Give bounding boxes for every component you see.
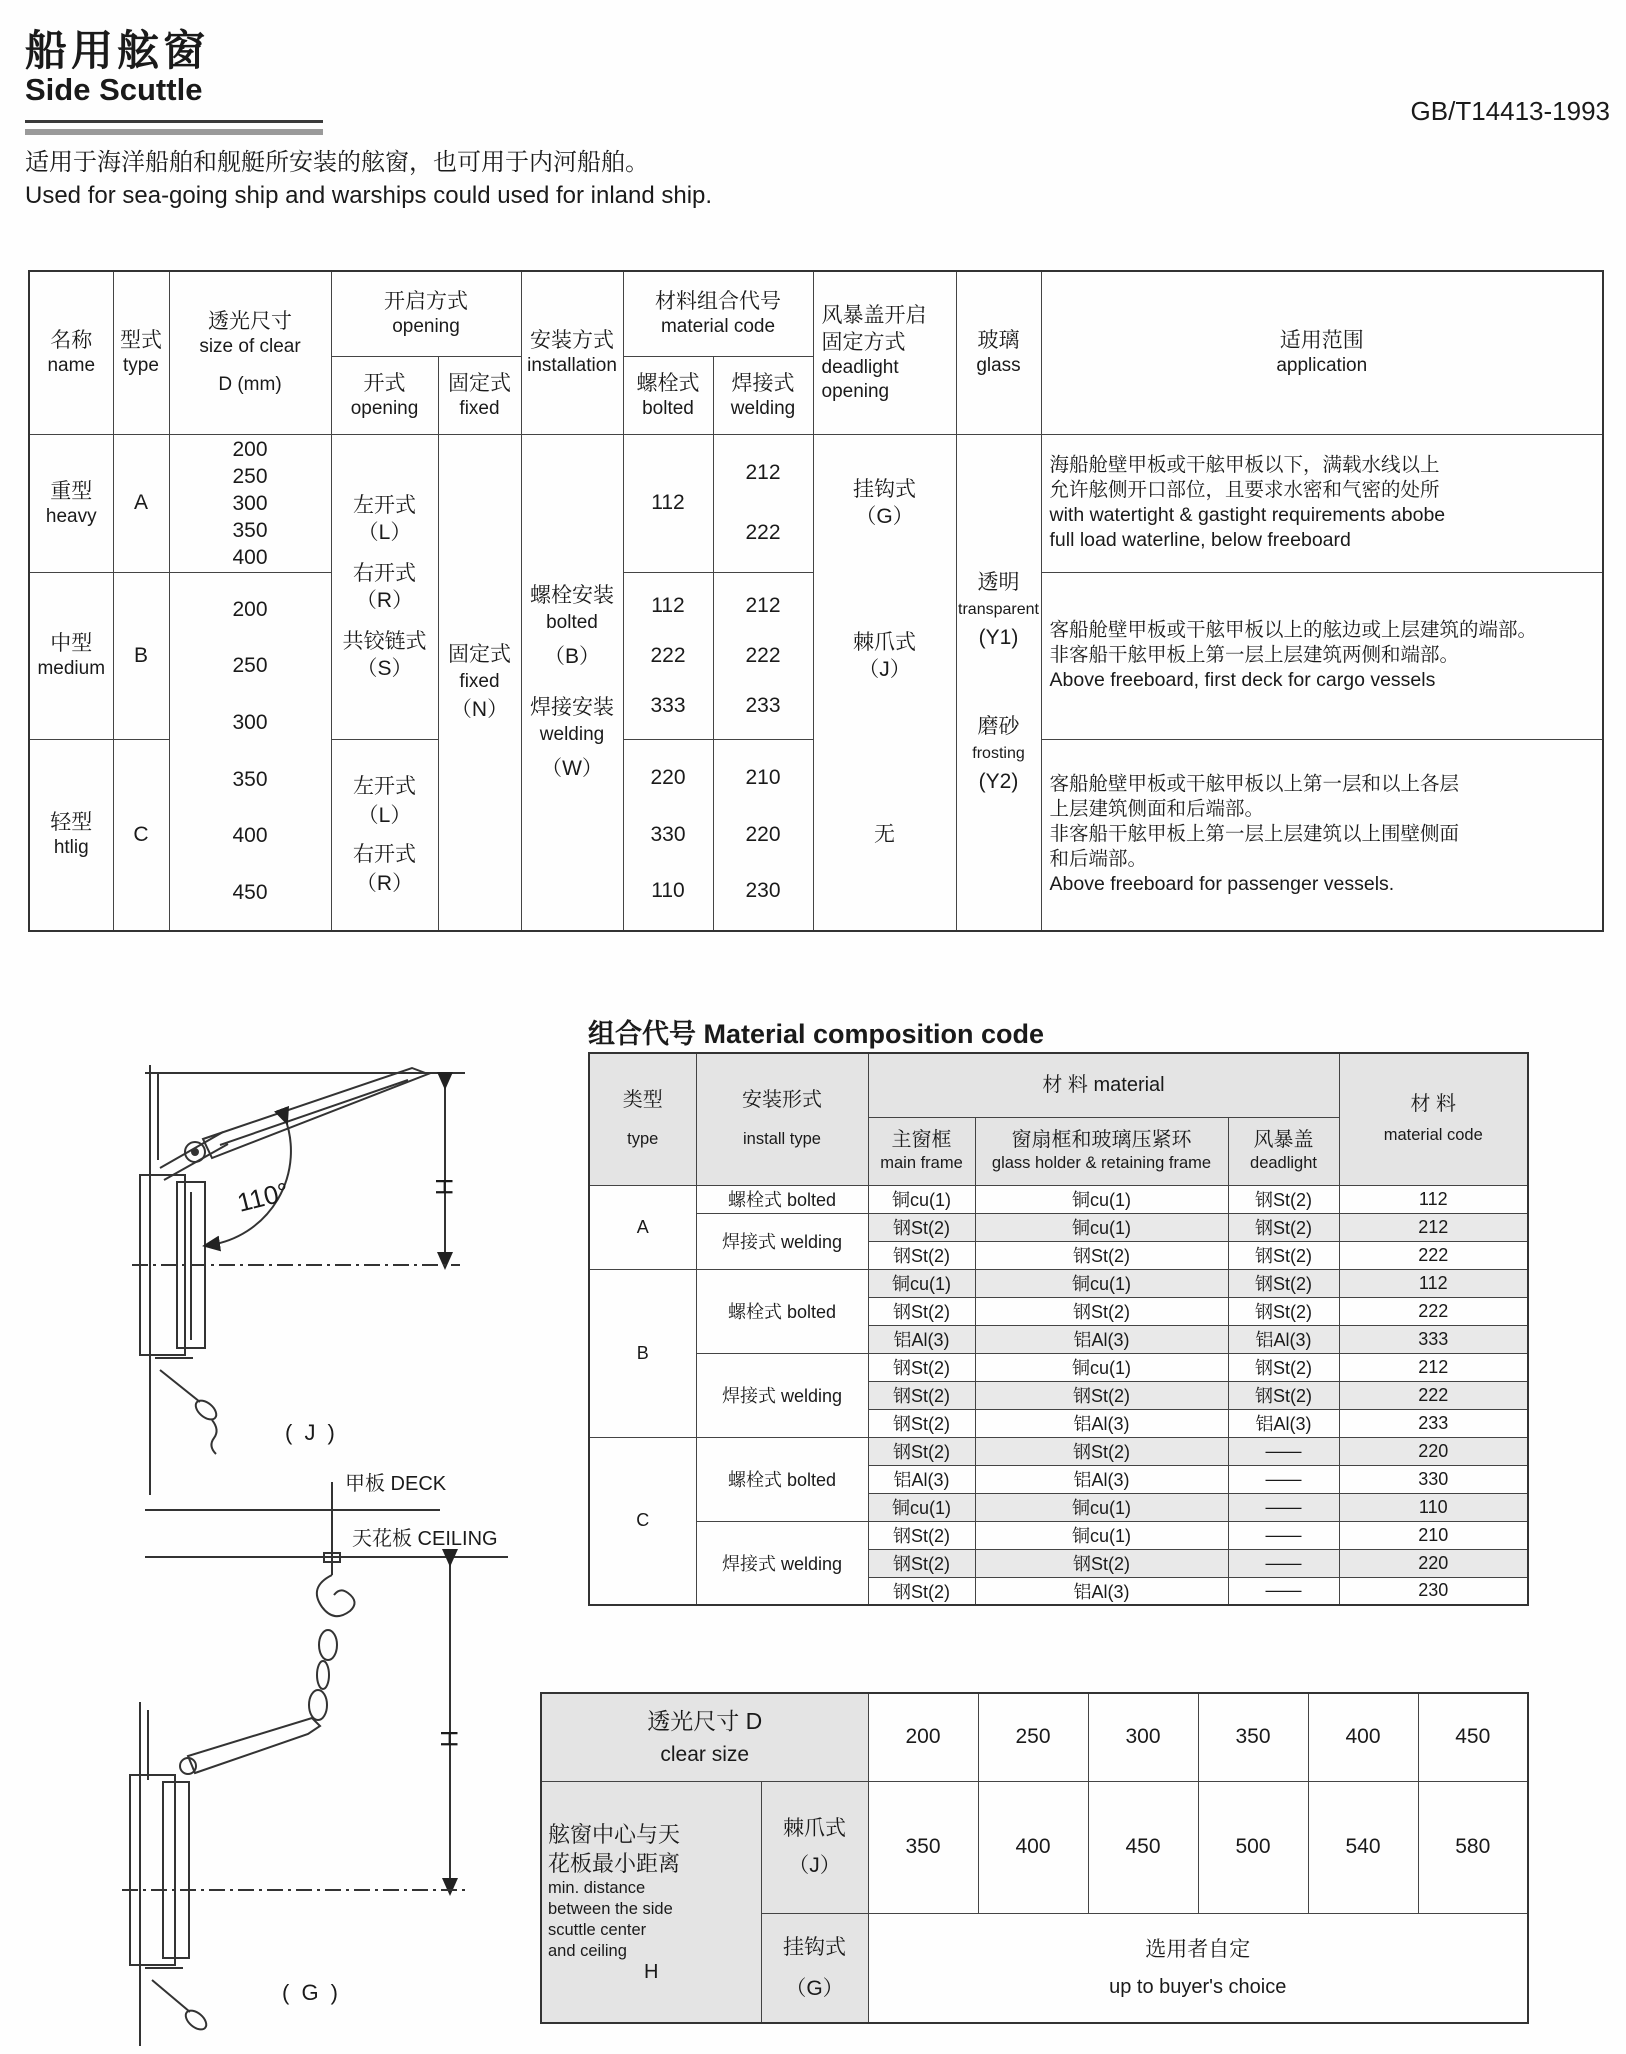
t1-h-size: 透光尺寸 size of clear D (mm) xyxy=(169,271,331,434)
t1-h-name: 名称 name xyxy=(29,271,113,434)
t3-row-clear-size xyxy=(541,1693,1528,1781)
t2-row: A 螺栓式 bolted 铜cu(1) 铜cu(1) 钢St(2) 112 xyxy=(589,1185,1528,1213)
t2-row: 焊接式 welding 钢St(2) 铜cu(1) 钢St(2) 212 xyxy=(589,1353,1528,1381)
t1-b-welding: 212 222 233 xyxy=(713,572,813,739)
t1-h-fixed: 固定式 fixed xyxy=(438,356,521,434)
hook xyxy=(317,1575,355,1616)
hinge-pin-g xyxy=(180,1758,196,1774)
angle-label: 110° xyxy=(234,1176,292,1218)
t1-c-application: 客船舱壁甲板或干舷甲板以上第一层和以上各层 上层建筑侧面和后端部。 非客船干舷甲板上第一层上层建筑以上围壁侧面 和后端部。 Above freeboard for passenger vessels. xyxy=(1041,739,1603,931)
t1-header-row-1 xyxy=(29,271,1603,356)
t2-row: 钢St(2) 钢St(2) 钢St(2) 222 xyxy=(589,1381,1528,1409)
t3-value: 350 xyxy=(868,1781,978,1913)
t2-row: 钢St(2) 钢St(2) —— 220 xyxy=(589,1549,1528,1577)
t2-b-bolted: 螺栓式 bolted xyxy=(696,1269,868,1353)
t1-opening-c: 左开式 （L） 右开式 （R） xyxy=(331,739,438,931)
t3-value: 350 xyxy=(1198,1693,1308,1781)
t2-row: 铝Al(3) 铝Al(3) 铝Al(3) 333 xyxy=(589,1325,1528,1353)
chain-link xyxy=(317,1661,329,1689)
t2-c-welding: 焊接式 welding xyxy=(696,1521,868,1605)
t2-c-bolted: 螺栓式 bolted xyxy=(696,1437,868,1521)
technical-drawings xyxy=(60,1040,540,2054)
t1-a-type: A xyxy=(113,434,169,572)
t1-h-welding: 焊接式 welding xyxy=(713,356,813,434)
caption-g: ( G ) xyxy=(282,1980,341,2005)
t3-value: 580 xyxy=(1418,1781,1528,1913)
t3-ratchet-label: 棘爪式 （J） xyxy=(761,1781,868,1913)
t2-row: 钢St(2) 铝Al(3) 铝Al(3) 233 xyxy=(589,1409,1528,1437)
t2-a-welding: 焊接式 welding xyxy=(696,1213,868,1269)
t1-h-type: 型式 type xyxy=(113,271,169,434)
t1-row-medium xyxy=(29,572,1603,739)
standard-number: GB/T14413-1993 xyxy=(1410,96,1610,126)
t1-b-name: 中型 medium xyxy=(29,572,113,739)
material-composition-table xyxy=(588,1052,1529,1606)
clear-size-table xyxy=(540,1692,1529,2024)
page-title-zh: 船用舷窗 xyxy=(25,27,210,74)
chain-link xyxy=(309,1690,327,1720)
t3-value: 500 xyxy=(1198,1781,1308,1913)
t1-a-deadlight: 挂钩式 （G） xyxy=(813,434,956,572)
t2-h-main-frame: 主窗框 main frame xyxy=(868,1117,975,1185)
t3-hook-label: 挂钩式 （G） xyxy=(761,1913,868,2023)
intro-text-zh: 适用于海洋船舶和舰艇所安装的舷窗，也可用于内河船舶。 xyxy=(25,149,649,176)
material-code-table-title: 组合代号 Material composition code xyxy=(588,1019,1045,1049)
t2-h-install: 安装形式 install type xyxy=(696,1053,868,1185)
t1-h-application: 适用范围 application xyxy=(1041,271,1603,434)
deck-label: 甲板 DECK xyxy=(345,1473,447,1495)
t2-row: 铝Al(3) 铝Al(3) —— 330 xyxy=(589,1465,1528,1493)
t1-a-sizes: 200 250 300 350 400 xyxy=(169,434,331,572)
t2-b-welding: 焊接式 welding xyxy=(696,1353,868,1437)
wing-nut xyxy=(192,1397,219,1423)
t1-b-type: B xyxy=(113,572,169,739)
t1-opening-ab: 左开式 （L） 右开式 （R） 共铰链式 （S） xyxy=(331,434,438,739)
t3-value: 400 xyxy=(1308,1693,1418,1781)
t1-b-deadlight: 棘爪式 （J） xyxy=(813,572,956,739)
t2-type-c: C xyxy=(589,1437,696,1605)
t3-buyers-choice: 选用者自定 up to buyer's choice xyxy=(868,1913,1528,2023)
open-cover-g xyxy=(188,1718,320,1773)
t1-h-glass: 玻璃 glass xyxy=(956,271,1041,434)
wing-nut-g xyxy=(182,2007,209,2033)
t2-row: 钢St(2) 钢St(2) 钢St(2) 222 xyxy=(589,1241,1528,1269)
t3-value: 300 xyxy=(1088,1693,1198,1781)
t2-h-glass-holder: 窗扇框和玻璃压紧环 glass holder & retaining frame xyxy=(975,1117,1228,1185)
t2-row: 焊接式 welding 钢St(2) 铜cu(1) —— 210 xyxy=(589,1521,1528,1549)
t1-b-application: 客船舱壁甲板或干舷甲板以上的舷边或上层建筑的端部。 非客船干舷甲板上第一层上层建筑两侧和端部。 Above freeboard, first deck for cargo vessels xyxy=(1041,572,1603,739)
t1-h-deadlight: 风暴盖开启 固定方式 deadlight opening xyxy=(813,271,956,434)
t2-row: 铜cu(1) 铜cu(1) —— 110 xyxy=(589,1493,1528,1521)
t2-h-material: 材 料 material xyxy=(868,1053,1339,1117)
t1-c-welding: 210 220 230 xyxy=(713,739,813,931)
t2-row: 钢St(2) 铝Al(3) —— 230 xyxy=(589,1577,1528,1605)
t1-a-application: 海船舱壁甲板或干舷甲板以下，满载水线以上 允许舷侧开口部位，且要求水密和气密的处所 with watertight & gastight requirements abobe full load waterline, below freeboard xyxy=(1041,434,1603,572)
h-label-g: H xyxy=(435,1730,462,1748)
t3-value: 540 xyxy=(1308,1781,1418,1913)
t3-min-distance-label: 舷窗中心与天 花板最小距离 min. distance between the side scuttle center and ceiling H xyxy=(541,1781,761,2023)
t1-b-bolted: 112 222 333 xyxy=(623,572,713,739)
t1-a-welding: 212 222 xyxy=(713,434,813,572)
t1-h-material: 材料组合代号 material code xyxy=(623,271,813,356)
t1-sizes-bc: 200 250 300 350 400 450 xyxy=(169,572,331,931)
main-spec-table xyxy=(28,270,1604,932)
t2-type-b: B xyxy=(589,1269,696,1437)
locking-bolt xyxy=(155,1358,200,1402)
t2-a-bolted: 螺栓式 bolted xyxy=(696,1185,868,1213)
page-title-en: Side Scuttle xyxy=(25,72,203,107)
t2-h-type: 类型 type xyxy=(589,1053,696,1185)
t1-h-open: 开式 opening xyxy=(331,356,438,434)
intro-text-en: Used for sea-going ship and warships could used for inland ship. xyxy=(25,182,713,209)
t1-a-name: 重型 heavy xyxy=(29,434,113,572)
t2-header-row-1 xyxy=(589,1053,1528,1117)
ceiling-label: 天花板 CEILING xyxy=(352,1528,498,1550)
t2-h-code: 材 料 material code xyxy=(1339,1053,1528,1185)
t3-value: 450 xyxy=(1088,1781,1198,1913)
t1-glass-cell: 透明 transparent (Y1) 磨砂 frosting (Y2) xyxy=(956,434,1041,931)
t3-value: 250 xyxy=(978,1693,1088,1781)
t1-fixed-cell: 固定式 fixed （N） xyxy=(438,434,521,931)
t1-c-type: C xyxy=(113,739,169,931)
t1-c-deadlight: 无 xyxy=(813,739,956,931)
t2-row: 钢St(2) 钢St(2) 钢St(2) 222 xyxy=(589,1297,1528,1325)
t2-type-a: A xyxy=(589,1185,696,1269)
t2-row: 焊接式 welding 钢St(2) 铜cu(1) 钢St(2) 212 xyxy=(589,1213,1528,1241)
t2-row: B 螺栓式 bolted 铜cu(1) 铜cu(1) 钢St(2) 112 xyxy=(589,1269,1528,1297)
t1-row-heavy xyxy=(29,434,1603,572)
t3-value: 450 xyxy=(1418,1693,1528,1781)
title-underline xyxy=(25,120,323,135)
t3-value: 200 xyxy=(868,1693,978,1781)
locking-bolt-g xyxy=(145,1968,190,2012)
t1-c-bolted: 220 330 110 xyxy=(623,739,713,931)
t3-row-ratchet xyxy=(541,1781,1528,1913)
t1-c-name: 轻型 htlig xyxy=(29,739,113,931)
chain-link xyxy=(319,1630,337,1660)
t2-row: C 螺栓式 bolted 钢St(2) 钢St(2) —— 220 xyxy=(589,1437,1528,1465)
drawing-g-hook-type xyxy=(122,1482,508,2046)
t1-install-cell: 螺栓安装 bolted （B） 焊接安装 welding （W） xyxy=(521,434,623,931)
scuttle-main-frame-g xyxy=(130,1775,175,1965)
t1-h-bolted: 螺栓式 bolted xyxy=(623,356,713,434)
t2-h-deadlight: 风暴盖 deadlight xyxy=(1228,1117,1339,1185)
t3-clear-size-label: 透光尺寸 D clear size xyxy=(541,1693,868,1781)
caption-j: ( J ) xyxy=(285,1420,338,1445)
t1-a-bolted: 112 xyxy=(623,434,713,572)
h-label-j: H xyxy=(430,1178,457,1196)
t3-value: 400 xyxy=(978,1781,1088,1913)
t1-h-opening: 开启方式 opening xyxy=(331,271,521,356)
t1-h-install: 安装方式 installation xyxy=(521,271,623,434)
